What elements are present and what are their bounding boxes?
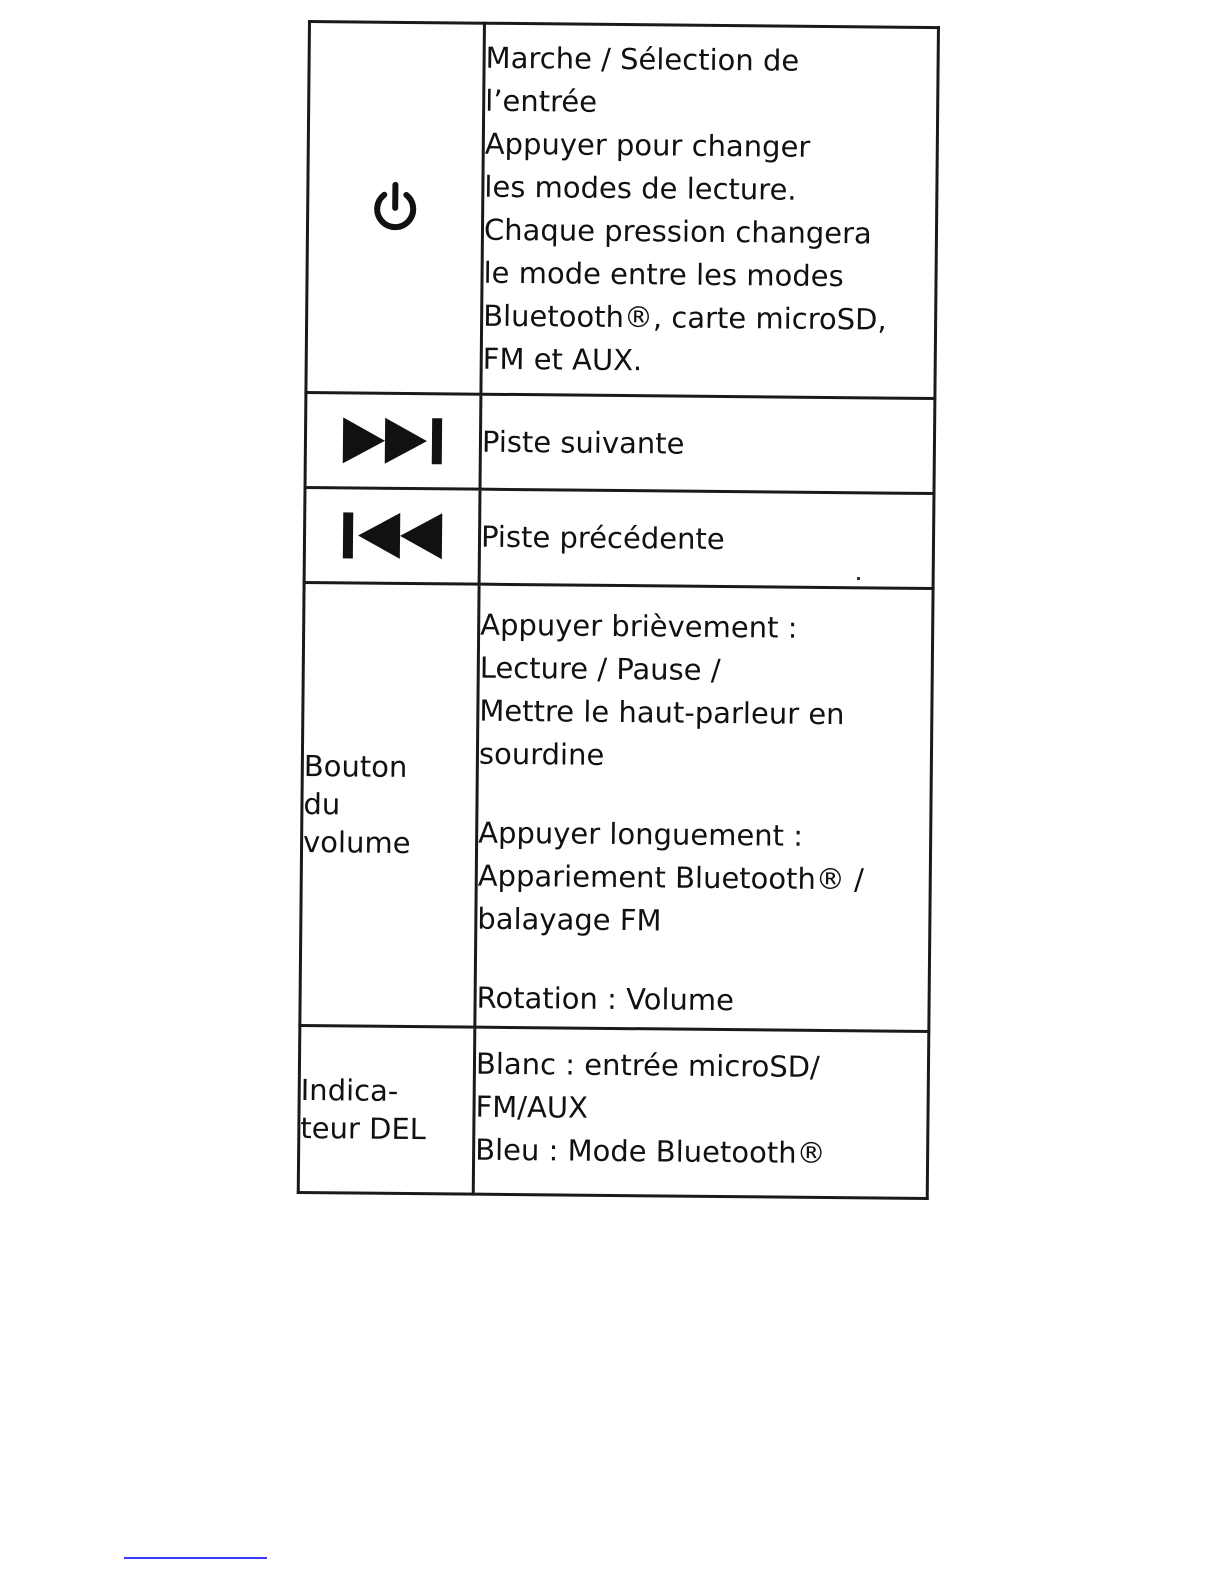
scan-speck [857, 577, 860, 580]
description-line: Appuyer brièvement : [480, 607, 798, 645]
volume-description [475, 584, 933, 1031]
description-line: Piste suivante [481, 424, 685, 461]
description-line: Bleu : Mode Bluetooth® [475, 1132, 826, 1171]
description-line: Marche / Sélection de [485, 40, 800, 78]
paragraph-gap [477, 941, 928, 981]
table-row-power [306, 22, 939, 399]
description-line: FM/AUX [475, 1089, 589, 1125]
description-line: l’entrée [485, 83, 598, 119]
power-icon [367, 180, 424, 237]
description-line: les modes de lecture. [484, 169, 797, 207]
table-row-previous [304, 487, 934, 588]
table-row-led [298, 1025, 929, 1198]
next-cell [305, 392, 481, 489]
table-row-volume [300, 582, 933, 1031]
led-description [473, 1027, 929, 1198]
description-line: Lecture / Pause / [479, 650, 721, 687]
description-line: balayage FM [477, 901, 662, 938]
description-line: Piste précédente [480, 519, 725, 556]
footer-rule [124, 1557, 267, 1559]
description-line: Appariement Bluetooth® / [477, 858, 865, 897]
description-line: Mettre le haut-parleur en [479, 693, 845, 732]
description-line: Bluetooth®, carte microSD, [483, 298, 887, 337]
previous-description [479, 489, 934, 588]
description-line: le mode entre les modes [483, 255, 844, 294]
previous-cell [304, 487, 480, 584]
next-track-icon [341, 415, 445, 466]
description-line: Chaque pression changera [483, 212, 872, 251]
description-line: sourdine [478, 736, 605, 772]
next-description [480, 394, 935, 493]
volume-label [300, 582, 479, 1027]
description-line: Blanc : entrée microSD/ [475, 1046, 820, 1084]
description-line: Appuyer longuement : [478, 815, 804, 853]
description-line: Rotation : Volume [476, 980, 735, 1018]
previous-track-icon [340, 510, 444, 561]
label-line: volume [302, 824, 411, 861]
label-line: teur DEL [300, 1110, 427, 1147]
label-line: Indica- [300, 1072, 399, 1108]
controls-table [297, 20, 940, 1200]
label-line: Bouton [303, 748, 408, 784]
description-line: Appuyer pour changer [484, 126, 811, 164]
table-row-next [305, 392, 935, 493]
paragraph-gap [478, 776, 929, 816]
power-description [481, 23, 939, 398]
description-line: FM et AUX. [482, 341, 643, 378]
label-line: du [303, 786, 341, 822]
led-label [298, 1025, 475, 1194]
controls-sheet [297, 20, 940, 1200]
power-cell [306, 22, 485, 395]
